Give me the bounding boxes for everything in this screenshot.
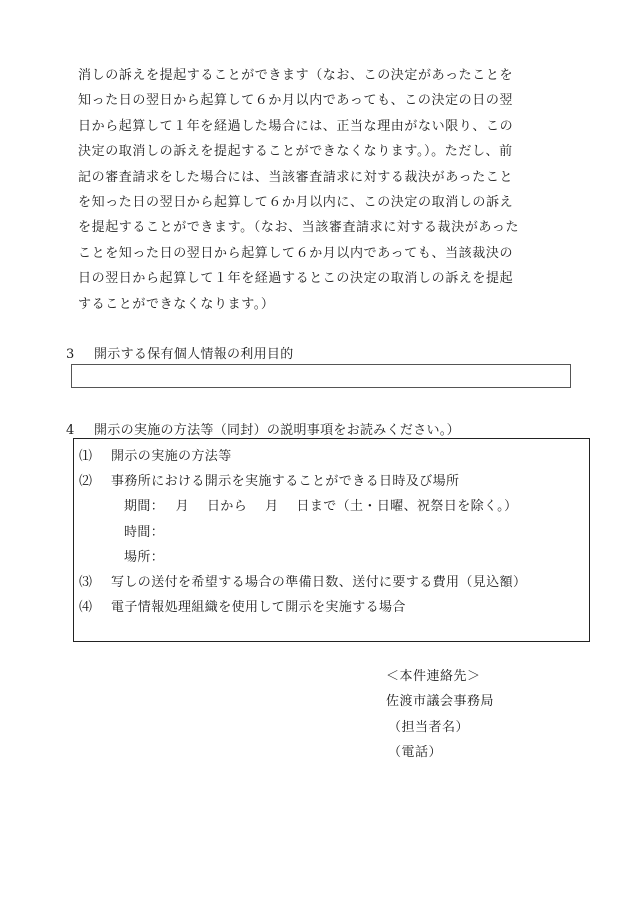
methods-item-2 <box>79 470 459 489</box>
section4-title: 開示の実施の方法等（同封）の説明事項をお読みください。） <box>94 423 460 438</box>
paragraph-line: を知った日の翌日から起算して６か月以内に、この決定の取消しの訴え <box>78 195 514 211</box>
item-number: ⑶ <box>79 575 93 590</box>
item-number: ⑴ <box>79 449 93 464</box>
item-text: 事務所における開示を実施することができる日時及び場所 <box>111 474 460 489</box>
methods-item-2-period: 期間： 月 日から 月 日まで（土・日曜、祝祭日を除く。） <box>124 499 518 514</box>
section3-number: 3 <box>66 347 75 362</box>
item-number: ⑵ <box>79 474 93 489</box>
section4-number: 4 <box>66 423 75 438</box>
paragraph-line: 日の翌日から起算して１年を経過するとこの決定の取消しの訴えを提起 <box>78 271 514 287</box>
section3-heading <box>66 343 294 362</box>
methods-item-4 <box>79 596 406 615</box>
paragraph-line: ことを知った日の翌日から起算して６か月以内であっても、当該裁決の <box>78 245 514 261</box>
paragraph-line: することができなくなります。） <box>78 296 275 312</box>
paragraph-line: 日から起算して１年を経過した場合には、正当な理由がない限り、この <box>78 118 514 134</box>
methods-item-3 <box>79 571 526 590</box>
section3-title: 開示する保有個人情報の利用目的 <box>94 347 294 362</box>
item-text: 開示の実施の方法等 <box>111 449 232 464</box>
usage-purpose-box <box>71 364 571 388</box>
section4-heading <box>66 419 460 438</box>
paragraph-line: 知った日の翌日から起算して６か月以内であっても、この決定の日の翌 <box>78 93 514 109</box>
paragraph-line: を提起することができます。（なお、当該審査請求に対する裁決があった <box>78 220 520 236</box>
appeal-notice-paragraph <box>78 63 568 317</box>
methods-item-2-time: 時間： <box>124 525 165 540</box>
paragraph-line: 記の審査請求をした場合には、当該審査請求に対する裁決があったこと <box>78 169 514 185</box>
paragraph-line: 消しの訴えを提起することができます（なお、この決定があったことを <box>78 68 514 83</box>
item-number: ⑷ <box>79 600 93 615</box>
methods-item-2-place: 場所： <box>124 550 165 565</box>
item-text: 写しの送付を希望する場合の準備日数、送付に要する費用（見込額） <box>111 575 527 590</box>
methods-item-1 <box>79 445 232 464</box>
contact-phone: （電話） <box>388 745 443 761</box>
paragraph-line: 決定の取消しの訴えを提起することができなくなります。）。ただし、前 <box>78 144 513 160</box>
item-text: 電子情報処理組織を使用して開示を実施する場合 <box>111 600 406 615</box>
contact-person: （担当者名） <box>388 719 470 735</box>
contact-office: 佐渡市議会事務局 <box>386 694 495 710</box>
contact-block <box>386 664 494 766</box>
contact-heading: ＜本件連絡先＞ <box>386 669 481 684</box>
disclosure-methods-box <box>73 438 590 642</box>
